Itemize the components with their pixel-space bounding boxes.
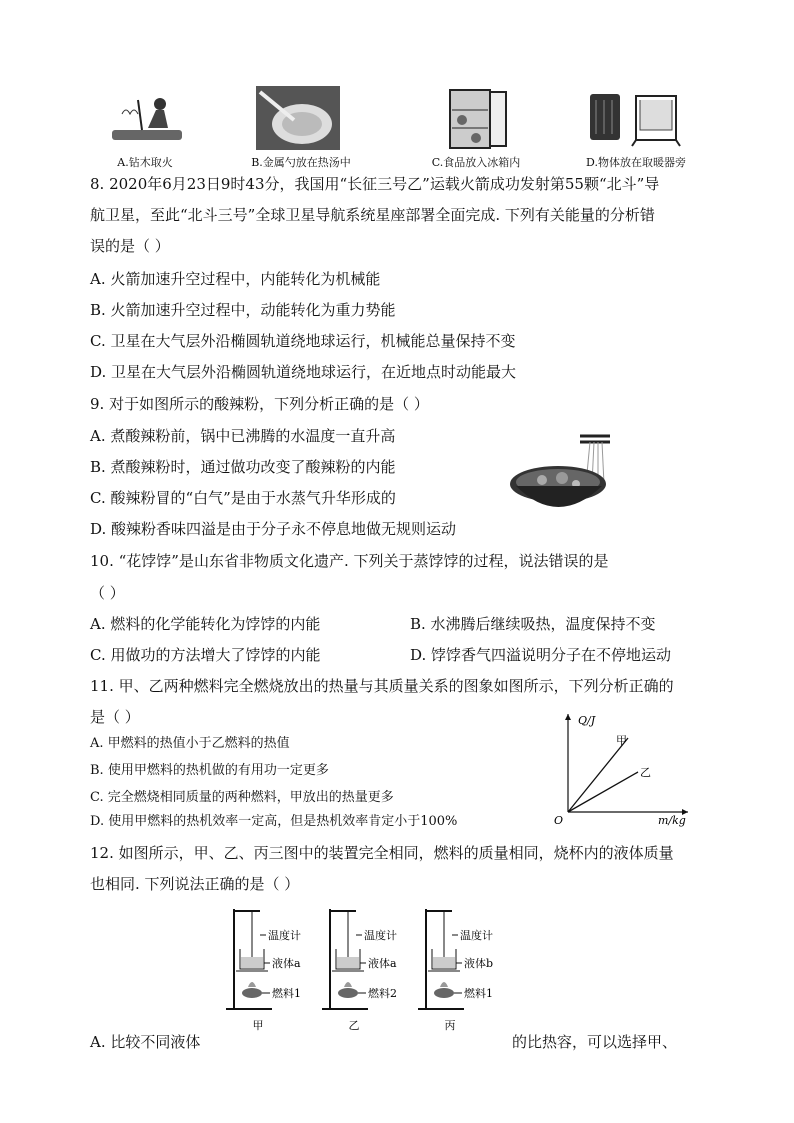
- apparatus-bing: [418, 909, 493, 1032]
- q9-option-d: D. 酸辣粉香味四溢是由于分子永不停息地做无规则运动: [90, 520, 457, 538]
- q8-option-a: A. 火箭加速升空过程中，内能转化为机械能: [90, 270, 381, 288]
- q11-ylabel: Q/J: [578, 714, 596, 727]
- q10-option-b: B. 水沸腾后继续吸热，温度保持不变: [410, 615, 656, 633]
- yi-thermo: 温度计: [364, 929, 397, 942]
- q11-stem-line2: 是（ ）: [90, 708, 140, 726]
- q8-stem-line1: 8. 2020年6月23日9时43分，我国用“长征三号乙”运载火箭成功发射第55颗“北斗”导: [90, 175, 660, 193]
- q10-stem-line2: （ ）: [90, 584, 125, 602]
- jia-name: 甲: [252, 1019, 264, 1032]
- image-drilling-wood: [108, 90, 188, 148]
- q8-stem-line2: 航卫星，至此“北斗三号”全球卫星导航系统星座部署全面完成. 下列有关能量的分析错: [90, 206, 655, 224]
- caption-d: D.物体放在取暖器旁: [586, 156, 686, 169]
- q12-stem-line1: 12. 如图所示，甲、乙、丙三图中的装置完全相同，燃料的质量相同，烧杯内的液体质量: [90, 844, 674, 862]
- q12-option-a-left: A. 比较不同液体: [90, 1033, 201, 1051]
- q10-stem-line1: 10. “花饽饽”是山东省非物质文化遗产. 下列关于蒸饽饽的过程，说法错误的是: [90, 552, 609, 570]
- q9-option-a: A. 煮酸辣粉前，锅中已沸腾的水温度一直升高: [90, 427, 396, 445]
- q11-origin: O: [554, 814, 564, 827]
- q11-option-a: A. 甲燃料的热值小于乙燃料的热值: [90, 736, 290, 751]
- q12-stem-line2: 也相同. 下列说法正确的是（ ）: [90, 875, 300, 893]
- jia-liquid: 液体a: [272, 957, 301, 970]
- bing-thermo: 温度计: [460, 929, 493, 942]
- jia-thermo: 温度计: [268, 929, 301, 942]
- q9-stem: 9. 对于如图所示的酸辣粉，下列分析正确的是（ ）: [90, 395, 429, 413]
- q11-label-yi: 乙: [640, 766, 651, 779]
- q11-option-c: C. 完全燃烧相同质量的两种燃料，甲放出的热量更多: [90, 790, 394, 805]
- jia-fuel: 燃料1: [272, 987, 301, 1000]
- bing-name: 丙: [444, 1019, 456, 1032]
- image-spoon-in-soup: [256, 86, 340, 150]
- yi-name: 乙: [348, 1019, 360, 1032]
- q11-line-yi: [568, 772, 638, 812]
- apparatus-yi: [322, 909, 397, 1032]
- caption-c: C.食品放入冰箱内: [431, 156, 521, 169]
- image-noodle-bowl: [508, 428, 612, 526]
- caption-b: B.金属勺放在热汤中: [251, 156, 351, 169]
- q10-option-d: D. 饽饽香气四溢说明分子在不停地运动: [410, 646, 672, 664]
- q11-option-b: B. 使用甲燃料的热机做的有用功一定更多: [90, 763, 329, 778]
- q11-line-jia: [568, 738, 628, 812]
- q11-label-jia: 甲: [616, 734, 627, 747]
- image-heater: [584, 90, 684, 148]
- yi-fuel: 燃料2: [368, 987, 397, 1000]
- image-fridge: [446, 86, 512, 152]
- q8-option-c: C. 卫星在大气层外沿椭圆轨道绕地球运行，机械能总量保持不变: [90, 332, 516, 350]
- q11-xlabel: m/kg: [658, 814, 686, 827]
- q12-option-a-right: 的比热容，可以选择甲、: [512, 1033, 678, 1051]
- bing-fuel: 燃料1: [464, 987, 493, 1000]
- q9-option-b: B. 煮酸辣粉时，通过做功改变了酸辣粉的内能: [90, 458, 396, 476]
- q9-option-c: C. 酸辣粉冒的“白气”是由于水蒸气升华形成的: [90, 489, 396, 507]
- q8-option-b: B. 火箭加速升空过程中，动能转化为重力势能: [90, 301, 396, 319]
- apparatus-jia: [226, 909, 301, 1032]
- yi-liquid: 液体a: [368, 957, 397, 970]
- q8-stem-line3: 误的是（ ）: [90, 237, 170, 255]
- q10-option-c: C. 用做功的方法增大了饽饽的内能: [90, 646, 321, 664]
- q11-stem-line1: 11. 甲、乙两种燃料完全燃烧放出的热量与其质量关系的图象如图所示，下列分析正确的: [90, 677, 674, 695]
- q10-option-a: A. 燃料的化学能转化为饽饽的内能: [90, 615, 321, 633]
- caption-a: A.钻木取火: [117, 156, 173, 169]
- q11-graph: [548, 708, 698, 828]
- q11-option-d: D. 使用甲燃料的热机效率一定高，但是热机效率肯定小于100%: [90, 814, 458, 829]
- bing-liquid: 液体b: [464, 957, 494, 970]
- q8-option-d: D. 卫星在大气层外沿椭圆轨道绕地球运行，在近地点时动能最大: [90, 363, 517, 381]
- q12-apparatus-diagram: [222, 905, 512, 1045]
